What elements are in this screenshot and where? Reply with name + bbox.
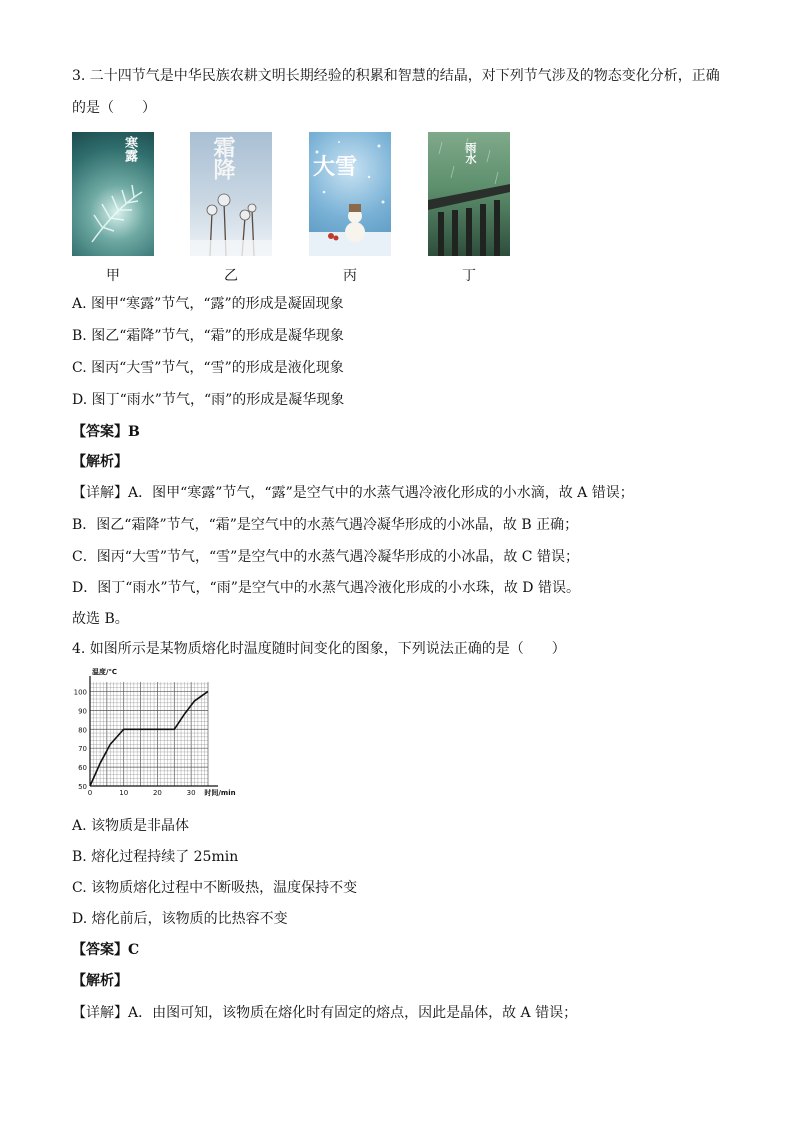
q3-detail-d: D．图丁“雨水”节气，“雨”是空气中的水蒸气遇冷液化形成的小水珠，故 D 错误。	[72, 580, 580, 596]
image-title: 寒露	[122, 136, 137, 162]
q3-option-a: A. 图甲“寒露”节气，“露”的形成是凝固现象	[72, 296, 344, 312]
x-tick-label: 20	[152, 789, 162, 797]
q3-detail-c: C．图丙“大雪”节气，“雪”是空气中的水蒸气遇冷凝华形成的小冰晶，故 C 错误；	[72, 549, 579, 565]
y-tick-label: 90	[78, 707, 87, 716]
x-tick-label: 30	[186, 789, 196, 797]
q4-answer: 【答案】C	[72, 942, 140, 958]
q3-option-c: C. 图丙“大雪”节气，“雪”的形成是液化现象	[72, 360, 344, 376]
x-axis-label: 时间/min	[204, 789, 236, 797]
image-caption-bing: 丙	[343, 268, 357, 284]
q3-detail-b: B．图乙“霜降”节气，“霜”是空气中的水蒸气遇冷凝华形成的小冰晶，故 B 正确；	[72, 517, 579, 533]
image-caption-ding: 丁	[462, 268, 476, 284]
y-axis-label: 温度/℃	[92, 668, 118, 676]
q4-option-b: B. 熔化过程持续了 25min	[72, 849, 239, 865]
q3-analysis-label: 【解析】	[72, 454, 128, 470]
y-tick-label: 60	[78, 764, 87, 773]
x-tick-label: 0	[87, 789, 93, 797]
q3-conclusion: 故选 B。	[72, 611, 129, 627]
rain-eaves-image	[428, 132, 510, 256]
y-tick-label: 100	[73, 688, 87, 697]
q4-analysis-label: 【解析】	[72, 973, 128, 989]
q4-option-c: C. 该物质熔化过程中不断吸热，温度保持不变	[72, 880, 358, 896]
melting-curve-chart	[70, 664, 240, 804]
q4-stem: 4. 如图所示是某物质熔化时温度随时间变化的图象，下列说法正确的是（ ）	[72, 641, 566, 657]
q4-detail-a: 【详解】A．由图可知，该物质在熔化时有固定的熔点，因此是晶体，故 A 错误；	[72, 1005, 578, 1021]
y-tick-label: 70	[78, 745, 87, 754]
frosted-plants-image	[190, 132, 272, 256]
snowman-image	[309, 132, 391, 256]
q3-detail-a: 【详解】A．图甲“寒露”节气，“露”是空气中的水蒸气遇冷液化形成的小水滴，故 A 错误；	[72, 485, 634, 501]
x-tick-label: 10	[119, 789, 129, 797]
y-tick-label: 50	[78, 783, 87, 791]
image-caption-yi: 乙	[224, 268, 238, 284]
image-title: 霜降	[210, 136, 236, 180]
q4-option-d: D. 熔化前后，该物质的比热容不变	[72, 911, 288, 927]
temperature-curve	[90, 691, 208, 786]
q3-stem-line2: 的是（ ）	[72, 100, 156, 116]
q3-option-d: D. 图丁“雨水”节气，“雨”的形成是凝华现象	[72, 392, 345, 408]
image-title: 大雪	[313, 154, 358, 180]
q4-option-a: A. 该物质是非晶体	[72, 818, 190, 834]
image-title: 雨水	[464, 142, 477, 164]
q3-option-b: B. 图乙“霜降”节气，“霜”的形成是凝华现象	[72, 328, 344, 344]
q3-answer: 【答案】B	[72, 424, 140, 440]
y-tick-label: 80	[78, 726, 87, 735]
frost-leaf-image	[72, 132, 154, 256]
image-caption-jia: 甲	[106, 268, 120, 284]
q3-stem-line1: 3. 二十四节气是中华民族农耕文明长期经验的积累和智慧的结晶，对下列节气涉及的物态变化分析，正确	[72, 68, 720, 84]
